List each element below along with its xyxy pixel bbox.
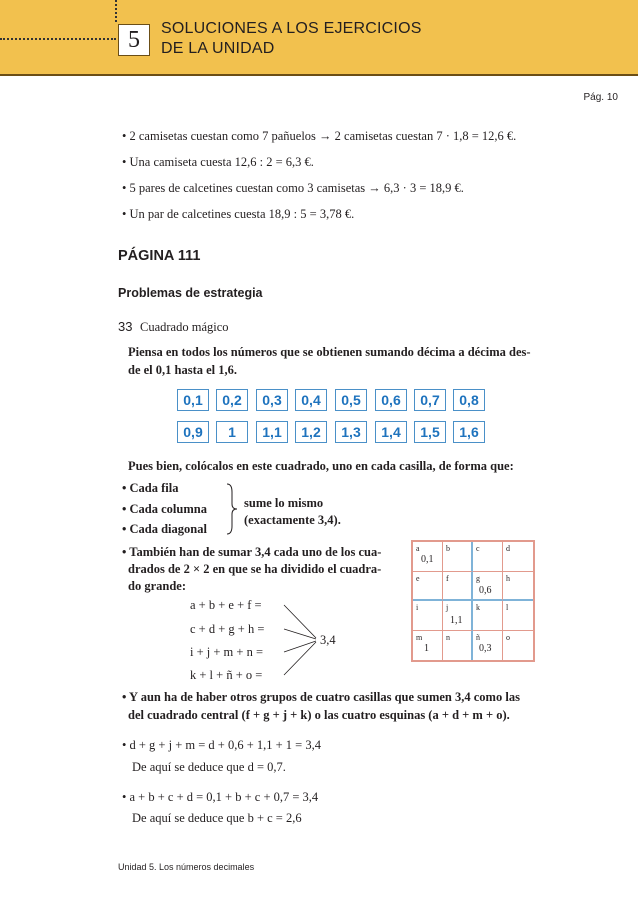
brace-text-line1: sume lo mismo xyxy=(244,496,324,510)
intro-bullet-3: • 5 pares de calcetines cuestan como 3 camisetas → 6,3 · 3 = 18,9 €. xyxy=(122,181,464,195)
number-chip: 0,7 xyxy=(414,389,446,411)
square-cell-o: o xyxy=(506,632,510,642)
number-chip: 0,4 xyxy=(295,389,327,411)
unit-number-box: 5 xyxy=(118,24,150,56)
equation-result: 3,4 xyxy=(320,633,336,647)
intro-bullet-4: • Un par de calcetines cuesta 18,9 : 5 = 3,78 €. xyxy=(122,207,355,221)
square-cell-i: i xyxy=(413,601,443,631)
dotted-line-vertical xyxy=(115,0,117,22)
number-chip: 0,1 xyxy=(177,389,209,411)
number-chip: 1,4 xyxy=(375,421,407,443)
equation-2: c + d + g + h = xyxy=(190,622,265,636)
square-cell-a: a 0,1 xyxy=(413,542,443,572)
blocks-line1: • También han de sumar 3,4 cada uno de los cua- xyxy=(122,545,382,559)
square-cell-m: m 1 xyxy=(413,631,443,661)
equation-1: a + b + e + f = xyxy=(190,598,262,612)
number-chip: 1,3 xyxy=(335,421,367,443)
deduction2-equation: • a + b + c + d = 0,1 + b + c + 0,7 = 3,4 xyxy=(122,790,319,804)
deduction1-text: De aquí se deduce que d = 0,7. xyxy=(132,760,286,774)
square-cell-n: n xyxy=(443,631,473,661)
brace-text-line2: (exactamente 3,4). xyxy=(244,513,341,527)
square-cell-c: c xyxy=(473,542,503,572)
curly-brace xyxy=(225,482,239,536)
deduction1-equation: • d + g + j + m = d + 0,6 + 1,1 + 1 = 3,4 xyxy=(122,738,321,752)
square-cell-k: k xyxy=(473,601,503,631)
footer-unit: Unidad 5. Los números decimales xyxy=(118,862,255,872)
square-cell-e: e xyxy=(413,572,443,602)
number-chip: 0,2 xyxy=(216,389,248,411)
magic-square xyxy=(411,540,535,662)
number-chip: 1,2 xyxy=(295,421,327,443)
blocks-line3: do grande: xyxy=(128,579,186,593)
central-line2: del cuadrado central (f + g + j + k) o las cuatro esquinas (a + d + m + o). xyxy=(128,708,510,722)
square-cell-l: l xyxy=(503,601,533,631)
statement-line2: de el 0,1 hasta el 1,6. xyxy=(128,363,238,377)
header-title-line1: SOLUCIONES A LOS EJERCICIOS xyxy=(161,20,422,37)
blocks-line2: drados de 2 × 2 en que se ha dividido el cuadra- xyxy=(128,562,382,576)
number-chip: 1 xyxy=(216,421,248,443)
square-cell-ene: ñ 0,3 xyxy=(473,631,503,661)
number-chip: 0,3 xyxy=(256,389,288,411)
number-chip: 0,9 xyxy=(177,421,209,443)
page-number: Pág. 10 xyxy=(583,92,618,103)
exercise-title: Cuadrado mágico xyxy=(140,320,229,334)
square-cell-j: j 1,1 xyxy=(443,601,473,631)
section-subheading: Problemas de estrategia xyxy=(118,286,263,300)
condition-row: • Cada fila xyxy=(122,481,179,495)
intro-bullet-1: • 2 camisetas cuestan como 7 pañuelos → 2 camisetas cuestan 7 · 1,8 = 12,6 €. xyxy=(122,129,517,143)
statement-line1: Piensa en todos los números que se obtienen sumando décima a décima des- xyxy=(128,345,531,359)
number-chip: 1,5 xyxy=(414,421,446,443)
dotted-line-horizontal xyxy=(0,38,116,40)
header-title-line2: DE LA UNIDAD xyxy=(161,40,275,57)
square-cell-f: f xyxy=(443,572,473,602)
exercise-number: 33 xyxy=(118,319,133,334)
equation-3: i + j + m + n = xyxy=(190,645,263,659)
number-chip: 1,6 xyxy=(453,421,485,443)
deduction2-text: De aquí se deduce que b + c = 2,6 xyxy=(132,811,302,825)
number-chip: 0,8 xyxy=(453,389,485,411)
square-cell-h: h xyxy=(503,572,533,602)
square-cell-d: d xyxy=(503,542,533,572)
square-cell-g: g 0,6 xyxy=(473,572,503,602)
condition-diagonal: • Cada diagonal xyxy=(122,522,207,536)
number-chip: 0,6 xyxy=(375,389,407,411)
equation-4: k + l + ñ + o = xyxy=(190,668,263,682)
intro-bullet-2: • Una camiseta cuesta 12,6 : 2 = 6,3 €. xyxy=(122,155,314,169)
place-instruction: Pues bien, colócalos en este cuadrado, uno en cada casilla, de forma que: xyxy=(128,459,514,473)
header-rule xyxy=(0,74,638,76)
section-heading: PÁGINA 111 xyxy=(118,248,201,264)
number-chip: 1,1 xyxy=(256,421,288,443)
converging-lines xyxy=(282,600,322,680)
number-chip: 0,5 xyxy=(335,389,367,411)
condition-column: • Cada columna xyxy=(122,502,207,516)
central-line1: • Y aun ha de haber otros grupos de cuatro casillas que sumen 3,4 como las xyxy=(122,690,520,704)
square-cell-b: b xyxy=(443,542,473,572)
